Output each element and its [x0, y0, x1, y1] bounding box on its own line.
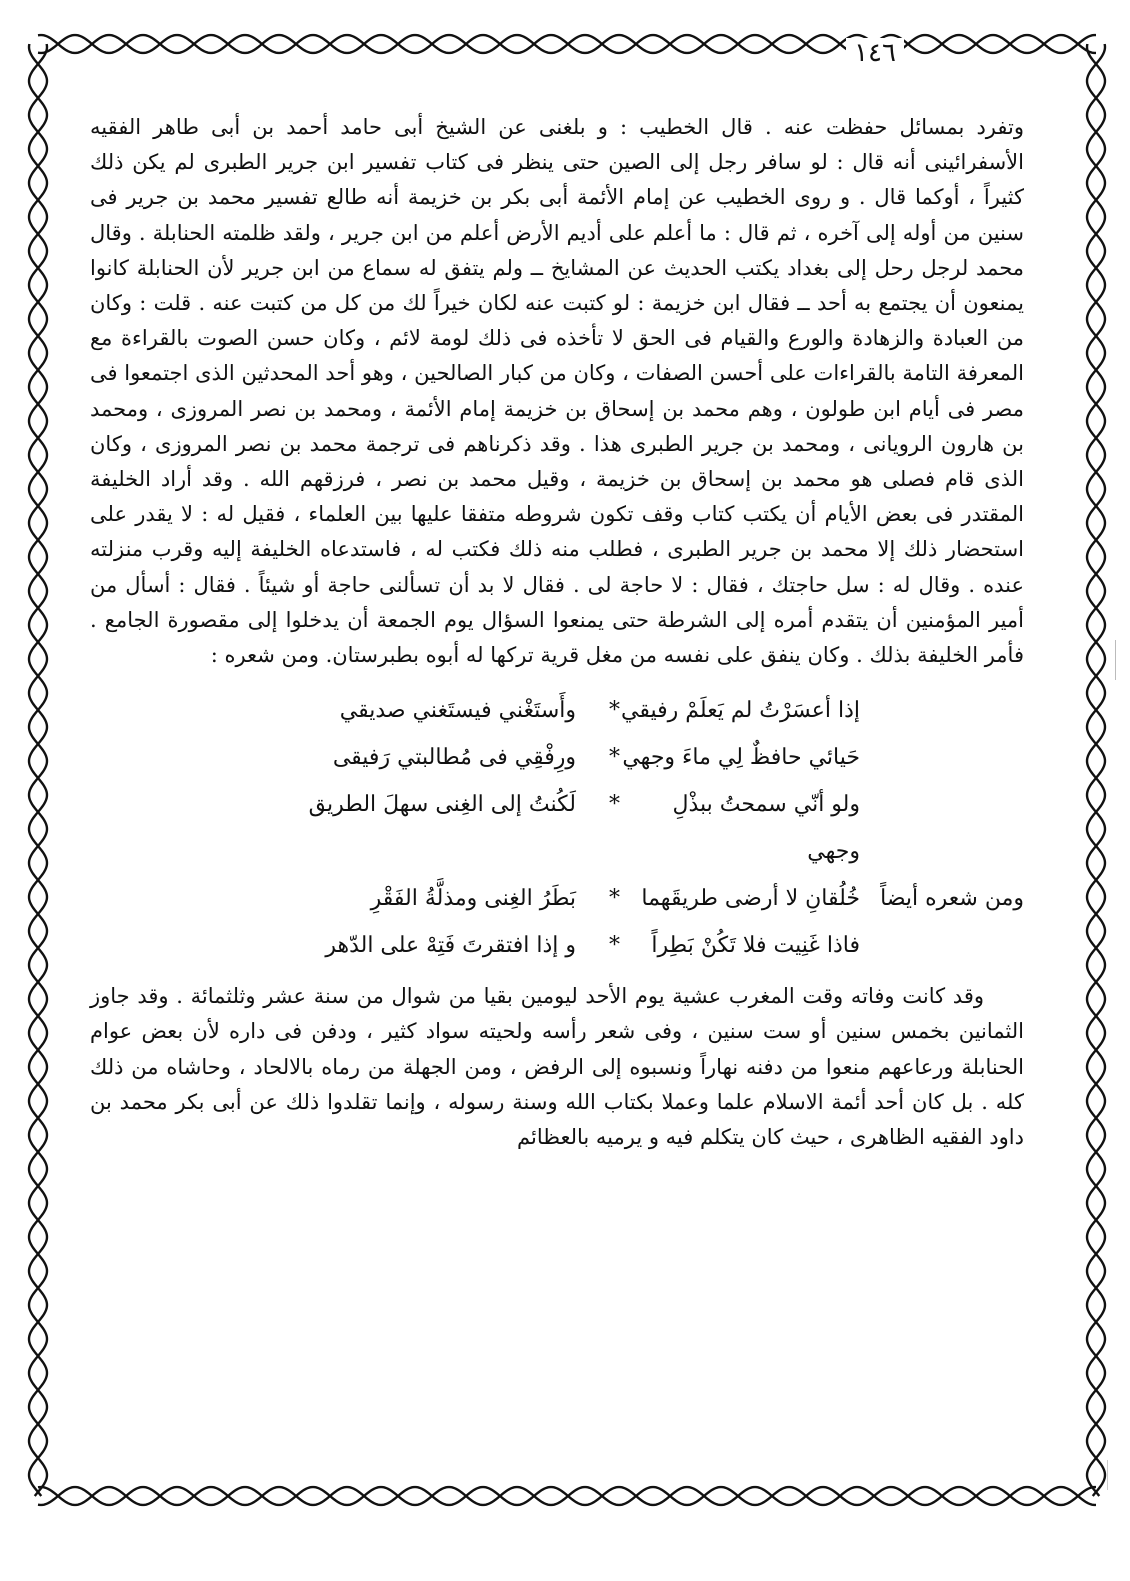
- poem: [90, 687, 1024, 969]
- verse-second-half: ورِفْقِي فى مُطالبتي رَفيقى: [332, 745, 576, 771]
- verse-first-half: حَيائي حافظٌ لِي ماءَ وجهي: [622, 745, 860, 771]
- verse-line: [90, 875, 1024, 922]
- paragraph-top: وتفرد بمسائل حفظت عنه . قال الخطيب : و بلغنى عن الشيخ أبى حامد أحمد بن أبى طاهر الفقيه الأسفرائينى أنه قال : لو سافر رجل إلى الصين حتى ينظر فى كتاب تفسير ابن جرير الطبرى لم يكن ذلك كثيراً ، أوكما قال . و روى الخطيب عن إمام الأئمة أبى بكر بن خزيمة أنه طالع تفسير محمد بن جرير فى سنين من أوله إلى آخره ، ثم قال : ما أعلم على أديم الأرض أعلم من ابن جرير ، ولقد ظلمته الحنابلة . وقال محمد لرجل رحل إلى بغداد يكتب الحديث عن المشايخ ــ ولم يتفق له سماع من ابن جرير لأن الحنابلة كانوا يمنعون أن يجتمع به أحد ــ فقال ابن خزيمة : لو كتبت عنه لكان خيراً لك من كل من كتبت عنه . قلت : وكان من العبادة والزهادة والورع والقيام فى الحق لا تأخذه فى ذلك لومة لائم ، وكان حسن الصوت بالقراءة مع المعرفة التامة بالقراءات على أحسن الصفات ، وكان من كبار الصالحين ، وهو أحد المحدثين الذى اجتمعوا فى مصر فى أيام ابن طولون ، وهم محمد بن إسحاق بن خزيمة إمام الأئمة ، ومحمد بن نصر المروزى ، ومحمد بن هارون الرويانى ، ومحمد بن جرير الطبرى هذا . وقد ذكرناهم فى ترجمة محمد بن نصر المروزى ، وكان الذى قام فصلى هو محمد بن إسحاق بن خزيمة ، وقيل محمد بن نصر ، فرزقهم الله . وقد أراد الخليفة المقتدر فى بعض الأيام أن يكتب كتاب وقف تكون شروطه متفقا عليها بين العلماء ، فقيل له : لا يقدر على استحضار ذلك إلا محمد بن جرير الطبرى ، فطلب منه ذلك فكتب له ، فاستدعاه الخليفة إليه وقرب منزلته عنده . وقال له : سل حاجتك ، فقال : لا حاجة لى . فقال لا بد أن تسألنى حاجة أو شيئاً . فقال : أسأل من أمير المؤمنين أن يتقدم أمره إلى الشرطة حتى يمنعوا السؤال يوم الجمعة أن يدخلوا إلى مقصورة الجامع . فأمر الخليفة بذلك . وكان ينفق على نفسه من مغل قرية تركها له أبوه بطبرستان. ومن شعره :: [90, 115, 1024, 668]
- verse-lead: [860, 922, 1024, 969]
- verse-separator: *: [609, 792, 620, 818]
- verse-lead: ومن شعره أيضاً: [880, 886, 1024, 912]
- scan-mark: [1107, 1460, 1108, 1490]
- verse-separator: *: [609, 886, 620, 912]
- page-number: ١٤٦: [846, 38, 904, 68]
- scan-mark: [1115, 640, 1116, 680]
- verse-second-half: و إذا افتقرتَ فَتِهْ على الدّهر: [325, 933, 576, 959]
- verse-separator: *: [609, 745, 620, 771]
- verse-lead: [860, 687, 1024, 734]
- verse-first-half: فاذا غَنِيت فلا تَكُنْ بَطِراً: [651, 933, 860, 959]
- verse-lead: [860, 734, 1024, 781]
- verse-lead: [860, 781, 1024, 875]
- paragraph-bottom: وقد كانت وفاته وقت المغرب عشية يوم الأحد ليومين بقيا من شوال من سنة عشر وثلثمائة . وقد جاوز الثمانين بخمس سنين أو ست سنين ، وفى شعر رأسه ولحيته سواد كثير ، ودفن فى داره لأن بعض عوام الحنابلة ورعاعهم منعوا من دفنه نهاراً ونسبوه إلى الرفض ، ومن الجهلة من رماه بالالحاد ، وحاشاه من ذلك كله . بل كان أحد أئمة الاسلام علما وعملا بكتاب الله وسنة رسوله ، وإنما تقلدوا ذلك عن أبى بكر محمد بن داود الفقيه الظاهرى ، حيث كان يتكلم فيه و يرميه بالعظائم: [90, 984, 1024, 1150]
- verse-separator: *: [609, 698, 620, 724]
- verse-second-half: لَكُنتُ إلى الغِنى سهلَ الطريق: [308, 792, 576, 818]
- verse-line: [90, 734, 1024, 781]
- verse-line: [90, 781, 1024, 875]
- verse-first-half: ولو أنّي سمحتُ ببذْلِ وجهي: [672, 792, 860, 865]
- verse-first-half: خُلُقانِ لا أرضى طريقَهما: [641, 886, 860, 912]
- verse-second-half: وأَستَغْني فيستَغني صديقي: [339, 698, 576, 724]
- verse-first-half: إذا أعسَرْتُ لم يَعلَمْ رفيقي: [621, 698, 860, 724]
- verse-line: [90, 922, 1024, 969]
- verse-separator: *: [609, 933, 620, 959]
- verse-line: [90, 687, 1024, 734]
- main-text: [90, 110, 1024, 1155]
- verse-second-half: بَطَرُ الغِنى ومذلَّةُ الفَقْرِ: [370, 886, 576, 912]
